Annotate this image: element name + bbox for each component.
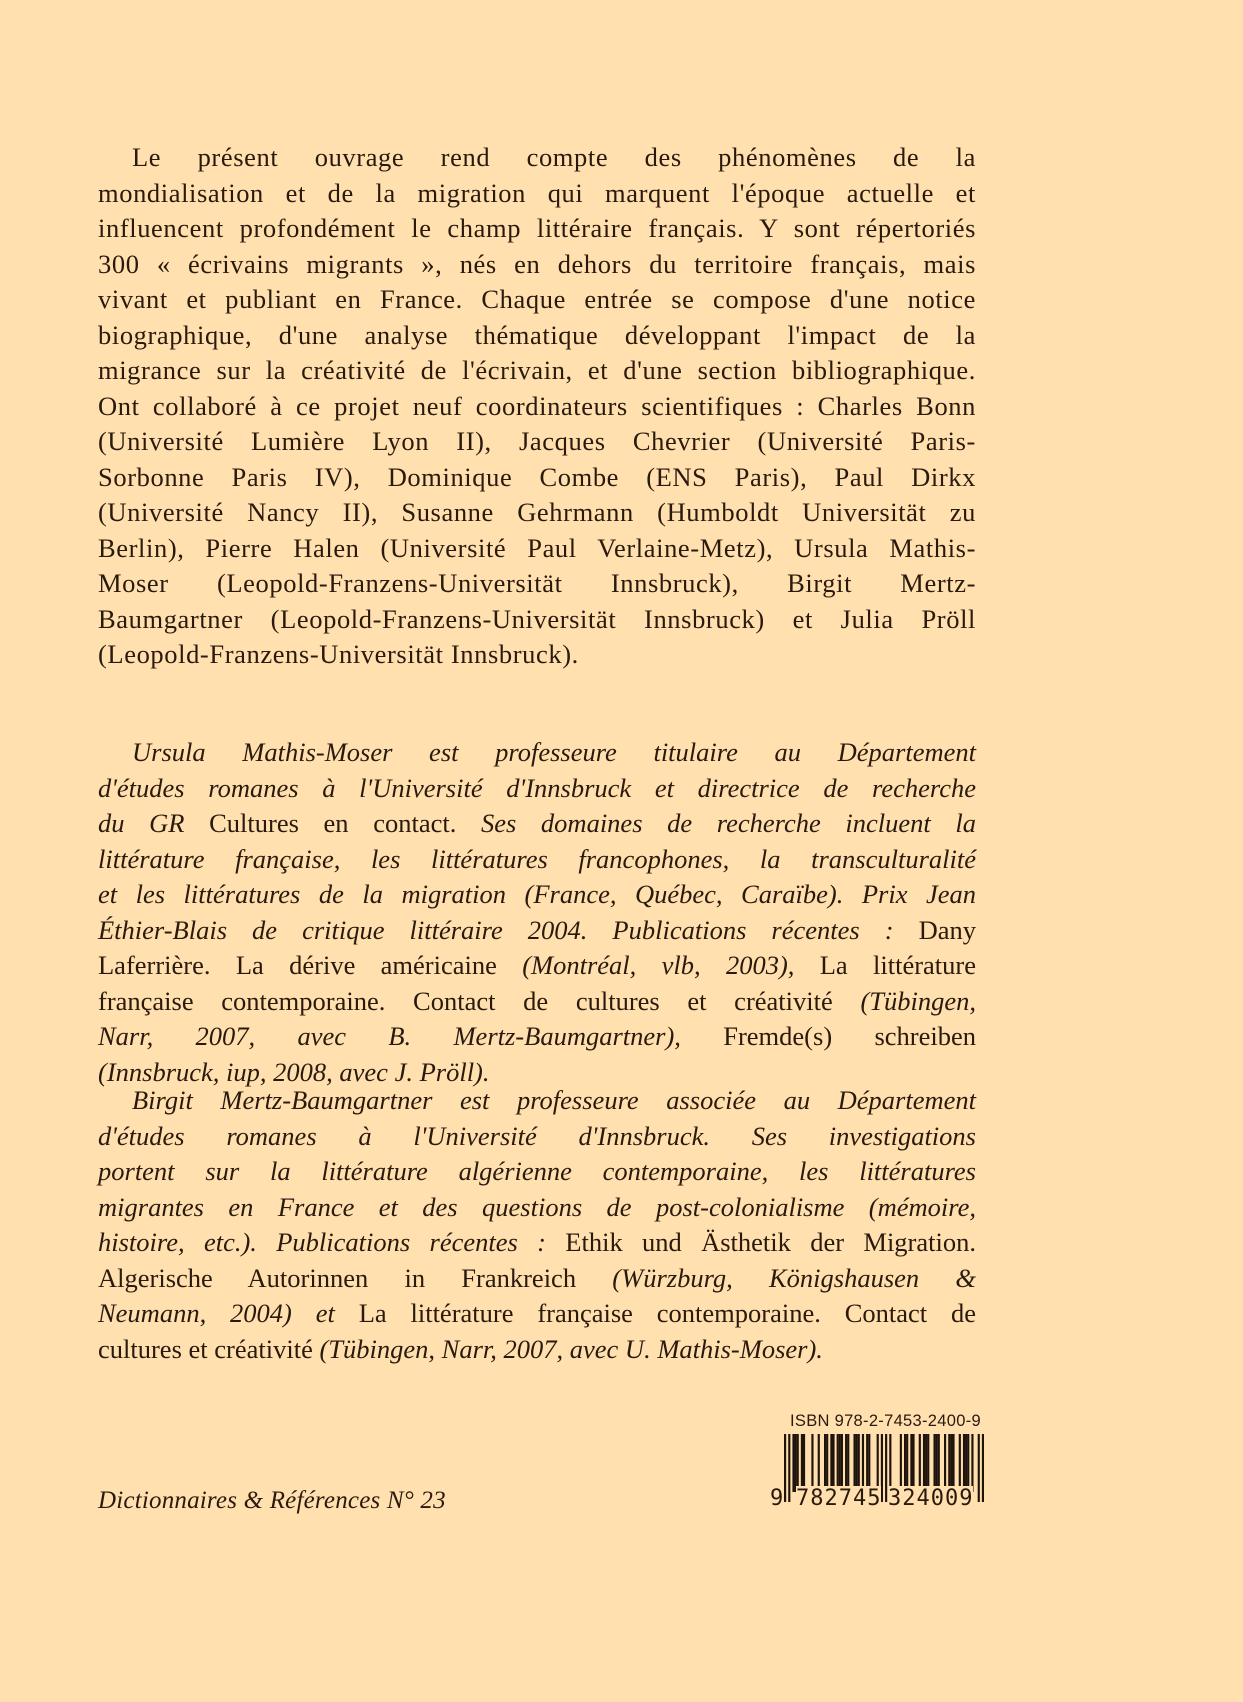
italic-run: portent sur la littérature algérienne contemporaine, les littératures [98,1156,976,1186]
barcode-bar [925,1434,927,1492]
barcode-bar [784,1434,786,1502]
barcode-bar [885,1434,887,1502]
bio-line [98,1154,976,1190]
bio-line [98,1261,976,1297]
isbn-digits-left: 782745 [796,1486,882,1511]
barcode-bar [938,1434,940,1492]
barcode-bar [830,1434,832,1492]
barcode-bar [826,1434,828,1492]
bio-line [98,771,976,807]
barcode-bar [910,1434,912,1492]
barcode-bar [868,1434,870,1492]
italic-run: (Tübingen, Narr, 2007, avec U. Mathis-Moser). [319,1333,823,1364]
barcode-bar [971,1434,973,1492]
summary-line: (Université Lumière Lyon II), Jacques Chevrier (Université Paris- [98,426,976,456]
barcode-bar [853,1434,855,1492]
barcode-bar [839,1434,841,1492]
italic-run: littérature française, les littératures francophones, la transculturalité [98,843,976,874]
barcode-bar [965,1434,967,1492]
roman-run: La littérature française contemporaine. Contact de [358,1298,976,1328]
italic-run: Ursula Mathis-Moser est professeure titulaire au Département [132,737,976,767]
barcode-bar [797,1434,799,1492]
summary-line: influencent profondément le champ littéraire français. Y sont répertoriés [98,213,976,243]
roman-run: cultures et créativité [98,1333,320,1364]
italic-run: (Tübingen, [860,985,976,1016]
summary-line: (Leopold-Franzens-Universität Innsbruck). [98,639,579,669]
roman-run: française contemporaine. Contact de cultures et créativité [98,985,861,1016]
roman-run: Algerische Autorinnen in Frankreich [98,1262,613,1293]
series-label: Dictionnaires & Références N° 23 [98,1487,446,1514]
summary-line: Moser (Leopold-Franzens-Universität Innsbruck), Birgit Mertz- [98,568,976,598]
barcode-bar [889,1434,891,1492]
bio-line [98,1190,976,1226]
roman-run: Fremde(s) schreiben [723,1021,976,1051]
barcode-bar [904,1434,906,1492]
barcode-bar [858,1434,860,1492]
barcode-bar [862,1434,864,1492]
summary-line: Le présent ouvrage rend compte des phénomènes de la [132,142,976,172]
bio-line [98,948,976,984]
italic-run: du GR [98,808,210,838]
bio-line [98,913,976,949]
barcode-bar [927,1434,929,1492]
barcode-bar [900,1434,902,1492]
italic-run: (Montréal, vlb, 2003), [522,950,820,980]
barcode-bar [978,1434,980,1502]
summary-line: biographique, d'une analyse thématique développant l'impact de la [98,319,976,350]
barcode-bar [933,1434,935,1492]
italic-run: histoire, etc.). Publications récentes : [98,1227,566,1257]
summary-line: (Université Nancy II), Susanne Gehrmann (Humboldt Universität zu [98,497,976,527]
roman-run: Ethik und Ästhetik der Migration. [565,1227,976,1257]
summary-line: Baumgartner (Leopold-Franzens-Universität Innsbruck) et Julia Pröll [98,603,976,634]
bio-line [98,1332,976,1368]
bio-line [98,877,976,913]
roman-run: Cultures en contact. [209,808,481,838]
barcode-bar [818,1434,820,1492]
barcode-bar [944,1434,946,1492]
barcode-bar [841,1434,843,1492]
bio-line [98,984,976,1020]
italic-run: Birgit Mertz-Baumgartner est professeure associée au Département [132,1085,976,1115]
bio-line [98,735,976,771]
barcode-bar [845,1434,847,1492]
barcode-bar [906,1434,908,1492]
italic-run: Neumann, 2004) et [98,1298,359,1328]
roman-run: La littérature [819,950,977,980]
italic-run: Éthier-Blais de critique littéraire 2004. Publications récentes : [98,914,919,945]
barcode-bar [795,1434,797,1492]
italic-run: (Innsbruck, iup, 2008, avec J. Pröll). [98,1056,490,1087]
summary-line: Ont collaboré à ce projet neuf coordinateurs scientifiques : Charles Bonn [98,390,976,421]
italic-run: (Würzburg, Königshausen & [612,1262,976,1293]
isbn-label: ISBN 978-2-7453-2400-9 [790,1412,981,1430]
summary-line: Sorbonne Paris IV), Dominique Combe (ENS Paris), Paul Dirkx [98,461,976,492]
barcode-bar [837,1434,839,1492]
bio-line [98,1083,976,1119]
barcode-bar [982,1434,984,1502]
barcode-bar [923,1434,925,1492]
barcode-bar [792,1434,794,1492]
summary-line: vivant et publiant en France. Chaque entrée se compose d'une notice [98,284,976,314]
italic-run: d'études romanes à l'Université d'Innsbruck et directrice de recherche [98,772,976,803]
barcode-bar [967,1434,969,1492]
bio-line [98,1225,976,1261]
barcode-bar [959,1434,961,1492]
barcode-bar [832,1434,834,1492]
barcode-bar [952,1434,954,1492]
barcode-bar [788,1434,790,1502]
barcode-bar [803,1434,805,1492]
barcode-bar [912,1434,914,1492]
barcode-bar [950,1434,952,1492]
bio-line [98,842,976,878]
bio-mertz-baumgartner [98,1083,976,1367]
barcode-bar [847,1434,849,1492]
barcode-bar [919,1434,921,1492]
roman-run: Laferrière. La dérive américaine [98,950,523,980]
barcode-bar [877,1434,879,1492]
italic-run: Ses domaines de recherche incluent la [480,808,977,838]
bio-line [98,1119,976,1155]
summary-line: 300 « écrivains migrants », nés en dehors du territoire français, mais [98,248,976,279]
summary-line: mondialisation et de la migration qui marquent l'époque actuelle et [98,177,976,208]
isbn-digit-first: 9 [770,1486,784,1511]
bio-line [98,1296,976,1332]
summary-paragraph [98,140,976,673]
bio-line [98,806,976,842]
bio-mathis-moser [98,735,976,1090]
barcode-bar [948,1434,950,1492]
summary-line: migrance sur la créativité de l'écrivain, et d'une section bibliographique. [98,355,976,385]
italic-run: et les littératures de la migration (France, Québec, Caraïbe). Prix Jean [98,879,976,909]
italic-run: migrantes en France et des questions de post-colonialisme (mémoire, [98,1191,976,1222]
italic-run: d'études romanes à l'Université d'Innsbruck. Ses investigations [98,1120,976,1151]
bio-line [98,1019,976,1055]
roman-run: Dany [918,914,976,945]
barcode-bar [866,1434,868,1492]
italic-run: Narr, 2007, avec B. Mertz-Baumgartner), [98,1021,724,1051]
barcode-bar [936,1434,938,1492]
barcode-bar [801,1434,803,1492]
isbn-digits-right: 324009 [888,1486,974,1511]
barcode-bar [824,1434,826,1492]
barcode-bar [811,1434,813,1492]
summary-line: Berlin), Pierre Halen (Université Paul Verlaine-Metz), Ursula Mathis- [98,532,976,563]
barcode-bar [963,1434,965,1492]
barcode-bar [856,1434,858,1492]
